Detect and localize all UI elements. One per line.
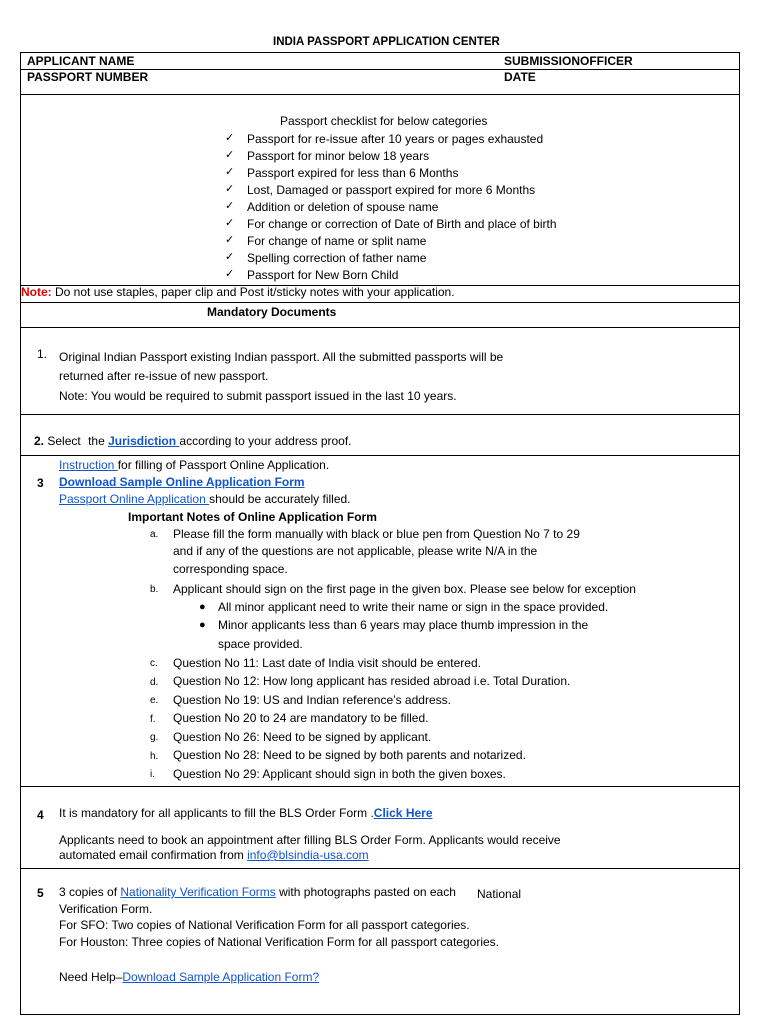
frame-top bbox=[20, 52, 739, 53]
note-letter: h. bbox=[150, 751, 159, 762]
note-letter: b. bbox=[150, 584, 159, 595]
divider bbox=[20, 94, 739, 95]
bullet-icon: ● bbox=[199, 601, 206, 613]
item-number: 1. bbox=[37, 347, 48, 361]
divider bbox=[20, 786, 739, 787]
nationality-verification-link[interactable]: Nationality Verification Forms bbox=[120, 885, 276, 899]
page-title: INDIA PASSPORT APPLICATION CENTER bbox=[273, 36, 500, 48]
item-number: 5 bbox=[37, 886, 44, 900]
check-icon: ✓ bbox=[225, 200, 235, 212]
note-g-line: Question No 26: Need to be signed by applicant. bbox=[173, 730, 432, 744]
note-f-line: Question No 20 to 24 are mandatory to be filled. bbox=[173, 711, 429, 725]
item4-text: It is mandatory for all applicants to fill the BLS Order Form . bbox=[59, 806, 374, 820]
checklist-item: Spelling correction of father name bbox=[247, 251, 427, 265]
note-letter: a. bbox=[150, 529, 159, 540]
click-here-link[interactable]: Click Here bbox=[373, 806, 433, 820]
check-icon: ✓ bbox=[225, 251, 235, 263]
note-d-line: Question No 12: How long applicant has resided abroad i.e. Total Duration. bbox=[173, 674, 571, 688]
note-c-line: Question No 11: Last date of India visit should be entered. bbox=[173, 656, 481, 670]
item2-the: the bbox=[88, 434, 109, 448]
note-a-line1: Please fill the form manually with black or blue pen from Question No 7 to 29 bbox=[173, 527, 580, 541]
item5-line2: Verification Form. bbox=[59, 902, 153, 916]
item4-line2: Applicants need to book an appointment after filling BLS Order Form. Applicants would receive bbox=[59, 833, 561, 847]
passport-number-label: PASSPORT NUMBER bbox=[27, 70, 149, 84]
divider bbox=[20, 327, 739, 328]
check-icon: ✓ bbox=[225, 166, 235, 178]
checklist-item: For change of name or split name bbox=[247, 234, 427, 248]
note-i-line: Question No 29: Applicant should sign in both the given boxes. bbox=[173, 767, 506, 781]
submission-officer-label: SUBMISSIONOFFICER bbox=[504, 54, 633, 68]
instruction-line bbox=[59, 458, 329, 472]
checklist-item: Passport for New Born Child bbox=[247, 268, 399, 282]
frame-left bbox=[20, 52, 21, 1015]
checklist-item: Passport for minor below 18 years bbox=[247, 149, 430, 163]
jurisdiction-link[interactable]: Jurisdiction bbox=[108, 434, 180, 448]
note-h-line: Question No 28: Need to be signed by both parents and notarized. bbox=[173, 748, 526, 762]
note-letter: g. bbox=[150, 732, 159, 743]
note-a-line2: and if any of the questions are not applicable, please write N/A in the bbox=[173, 544, 538, 558]
item5-national: National bbox=[477, 887, 522, 901]
date-label: DATE bbox=[504, 70, 536, 84]
item1-line1: Original Indian Passport existing Indian passport. All the submitted passports will be bbox=[59, 350, 504, 364]
passport-online-application-link[interactable]: Passport Online Application bbox=[59, 492, 210, 506]
item5-post: with photographs pasted on each bbox=[275, 885, 456, 899]
item2-line bbox=[34, 434, 352, 448]
item5-line4: For Houston: Three copies of National Verification Form for all passport categories. bbox=[59, 935, 499, 949]
divider bbox=[20, 302, 739, 303]
online-application-text: should be accurately filled. bbox=[209, 492, 351, 506]
item-number: 3 bbox=[37, 476, 44, 490]
checklist-item: Passport expired for less than 6 Months bbox=[247, 166, 459, 180]
note-letter: e. bbox=[150, 695, 159, 706]
download-sample-online-link[interactable]: Download Sample Online Application Form bbox=[59, 475, 305, 489]
email-link[interactable]: info@blsindia-usa.com bbox=[247, 848, 369, 862]
item2-select: Select bbox=[47, 434, 81, 448]
note-line bbox=[21, 285, 455, 299]
mandatory-documents-heading: Mandatory Documents bbox=[207, 305, 337, 319]
note-letter: f. bbox=[150, 714, 156, 725]
note-text: Do not use staples, paper clip and Post it/sticky notes with your application. bbox=[51, 285, 455, 299]
checklist-item: For change or correction of Date of Birth and place of birth bbox=[247, 217, 557, 231]
item2-post: according to your address proof. bbox=[179, 434, 352, 448]
check-icon: ✓ bbox=[225, 183, 235, 195]
divider bbox=[20, 414, 739, 415]
check-icon: ✓ bbox=[225, 132, 235, 144]
note-letter: d. bbox=[150, 677, 159, 688]
need-help-text: Need Help– bbox=[59, 970, 123, 984]
bullet-icon: ● bbox=[199, 619, 206, 631]
note-e-line: Question No 19: US and Indian reference’s address. bbox=[173, 693, 451, 707]
item-number: 2. bbox=[34, 434, 45, 448]
item5-line1 bbox=[59, 885, 456, 899]
instruction-link[interactable]: Instruction bbox=[59, 458, 118, 472]
check-icon: ✓ bbox=[225, 268, 235, 280]
important-notes-heading: Important Notes of Online Application Form bbox=[128, 510, 377, 524]
item5-pre: 3 copies of bbox=[59, 885, 121, 899]
need-help-line bbox=[59, 970, 319, 984]
item5-line3: For SFO: Two copies of National Verification Form for all passport categories. bbox=[59, 918, 470, 932]
item4-line3 bbox=[59, 848, 369, 862]
item1-line3: Note: You would be required to submit passport issued in the last 10 years. bbox=[59, 389, 457, 403]
sub-bullet: Minor applicants less than 6 years may place thumb impression in the bbox=[218, 618, 589, 632]
online-application-line bbox=[59, 492, 351, 506]
item-number: 4 bbox=[37, 808, 44, 822]
divider bbox=[20, 868, 739, 869]
checklist-heading: Passport checklist for below categories bbox=[280, 114, 488, 128]
note-label: Note: bbox=[21, 285, 52, 299]
divider bbox=[20, 455, 739, 456]
frame-bottom bbox=[20, 1014, 740, 1015]
item4-line3-text: automated email confirmation from bbox=[59, 848, 248, 862]
download-sample-application-link[interactable]: Download Sample Application Form? bbox=[122, 970, 320, 984]
checklist-item: Passport for re-issue after 10 years or pages exhausted bbox=[247, 132, 544, 146]
note-b-line: Applicant should sign on the first page in the given box. Please see below for exception bbox=[173, 582, 636, 596]
note-a-line3: corresponding space. bbox=[173, 562, 288, 576]
item1-line2: returned after re-issue of new passport. bbox=[59, 369, 269, 383]
checklist-item: Addition or deletion of spouse name bbox=[247, 200, 439, 214]
check-icon: ✓ bbox=[225, 149, 235, 161]
sub-bullet-continued: space provided. bbox=[218, 637, 303, 651]
instruction-text: for filling of Passport Online Application. bbox=[117, 458, 330, 472]
note-letter: i. bbox=[150, 769, 155, 780]
check-icon: ✓ bbox=[225, 234, 235, 246]
sub-bullet: All minor applicant need to write their name or sign in the space provided. bbox=[218, 600, 609, 614]
frame-right bbox=[739, 52, 740, 1015]
applicant-name-label: APPLICANT NAME bbox=[27, 54, 135, 68]
checklist-item: Lost, Damaged or passport expired for more 6 Months bbox=[247, 183, 536, 197]
item4-line1 bbox=[59, 806, 433, 820]
check-icon: ✓ bbox=[225, 217, 235, 229]
note-letter: c. bbox=[150, 658, 158, 669]
